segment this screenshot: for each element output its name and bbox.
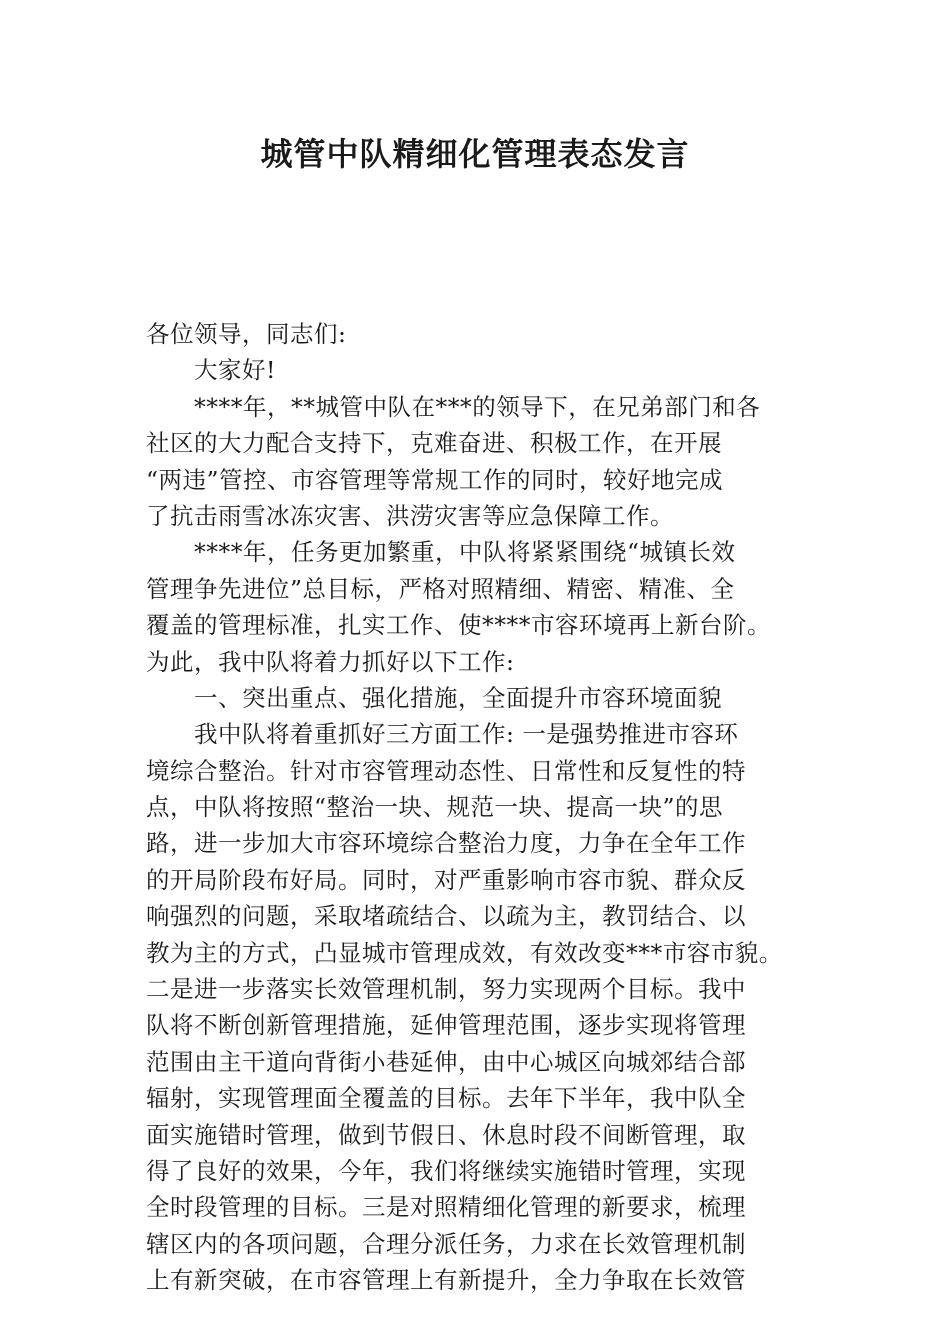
document-title: 城管中队精细化管理表态发言 xyxy=(260,135,690,173)
body-text-line: 社区的大力配合支持下，克难奋进、积极工作，在开展 xyxy=(146,429,722,458)
body-text-line: 教为主的方式，凸显城市管理成效，有效改变***市容市貌。 xyxy=(146,938,783,967)
body-text-line: 覆盖的管理标准，扎实工作、使****市容环境再上新台阶。 xyxy=(146,611,771,640)
body-text-line: 我中队将着重抓好三方面工作: 一是强势推进市容环 xyxy=(194,720,739,749)
body-text-line: 面实施错时管理，做到节假日、休息时段不间断管理，取 xyxy=(146,1120,746,1149)
document-body xyxy=(146,316,826,1299)
body-text-line: 上有新突破，在市容管理上有新提升，全力争取在长效管 xyxy=(146,1266,746,1295)
body-text-line: 的开局阶段布好局。同时，对严重影响市容市貌、群众反 xyxy=(146,865,746,894)
body-text-line: 二是进一步落实长效管理机制，努力实现两个目标。我中 xyxy=(146,975,746,1004)
body-text-line: 大家好! xyxy=(194,356,276,385)
body-text-line: 点，中队将按照“整治一块、规范一块、提高一块”的思 xyxy=(146,793,724,822)
body-text-line: 得了良好的效果，今年，我们将继续实施错时管理，实现 xyxy=(146,1156,746,1185)
body-text-line: 管理争先进位”总目标，严格对照精细、精密、精准、全 xyxy=(146,574,735,603)
body-text-line: 队将不断创新管理措施，延伸管理范围，逐步实现将管理 xyxy=(146,1011,746,1040)
body-text-line: 一、突出重点、强化措施，全面提升市容环境面貌 xyxy=(194,683,722,712)
body-text-line: ****年，任务更加繁重，中队将紧紧围绕“城镇长效 xyxy=(194,538,736,567)
body-text-line: 辐射，实现管理面全覆盖的目标。去年下半年，我中队全 xyxy=(146,1084,746,1113)
body-text-line: 范围由主干道向背街小巷延伸，由中心城区向城郊结合部 xyxy=(146,1047,746,1076)
body-text-line: 响强烈的问题，采取堵疏结合、以疏为主，教罚结合、以 xyxy=(146,902,746,931)
body-text-line: “两违”管控、市容管理等常规工作的同时，较好地完成 xyxy=(146,465,724,494)
body-text-line: 各位领导，同志们: xyxy=(146,320,347,348)
body-text-line: ****年，**城管中队在***的领导下，在兄弟部门和各 xyxy=(194,392,761,421)
body-text-line: 全时段管理的目标。三是对照精细化管理的新要求，梳理 xyxy=(146,1193,746,1222)
body-text-line: 了抗击雨雪冰冻灾害、洪涝灾害等应急保障工作。 xyxy=(146,501,674,530)
body-text-line: 为此，我中队将着力抓好以下工作: xyxy=(146,647,515,676)
body-text-line: 路，进一步加大市容环境综合整治力度，力争在全年工作 xyxy=(146,829,746,858)
body-text-line: 境综合整治。针对市容管理动态性、日常性和反复性的特 xyxy=(146,756,746,785)
body-text-line: 辖区内的各项问题，合理分派任务，力求在长效管理机制 xyxy=(146,1229,746,1258)
